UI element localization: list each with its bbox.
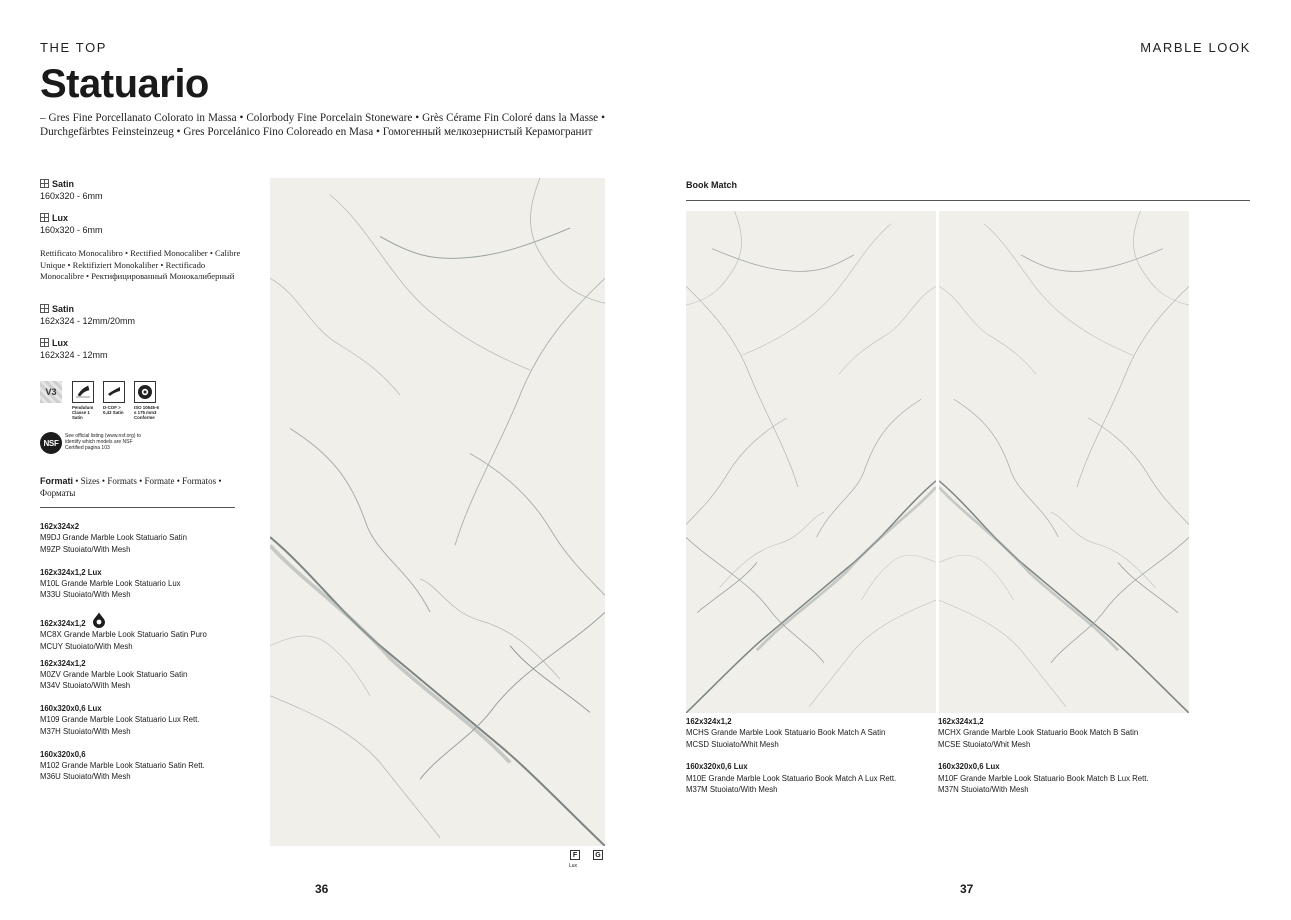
format-line: M9ZP Stuoiato/With Mesh <box>40 544 131 554</box>
format-icon <box>40 213 49 222</box>
format-line: MC8X Grande Marble Look Statuario Satin Puro <box>40 630 207 640</box>
format-line: M37M Stuoiato/With Mesh <box>686 785 778 795</box>
book-match-heading: Book Match <box>686 180 738 190</box>
format-head: 160x320x0,6 Lux <box>686 762 748 772</box>
nsf-logo: NSF <box>40 432 62 454</box>
spec-list-bottom <box>40 303 255 361</box>
cert-label: Pendulum Classe 1 Satin <box>72 405 94 420</box>
format-line: MCHS Grande Marble Look Statuario Book Match A Satin <box>686 728 886 738</box>
spec-item <box>40 178 255 202</box>
book-match-a-image <box>686 211 936 713</box>
format-head: 160x320x0,6 Lux <box>40 704 102 713</box>
page-number-right: 37 <box>960 882 974 896</box>
formats-divider <box>40 507 235 508</box>
abrasion-icon <box>134 381 156 403</box>
spec-finish: Lux <box>52 338 69 348</box>
marble-veins <box>686 211 936 713</box>
format-line: M9DJ Grande Marble Look Statuario Satin <box>40 533 187 543</box>
format-line: M10E Grande Marble Look Statuario Book Match A Lux Rett. <box>686 773 897 783</box>
spec-finish: Satin <box>52 304 75 314</box>
nsf-text: See official listing (www.nsf.org) to identify which models are NSF Certified pagina 103 <box>65 433 142 451</box>
spec-size: 160x320 - 6mm <box>40 225 103 235</box>
rectified-text: Rettificato Monocalibro • Rectified Monocaliber • Calibre Unique • Rektifiziert Monokaliber • Rectificado Monocalibre • Ректифицированный Монокалиберный <box>40 248 241 281</box>
cert-label: D-COF > 0,42 Satin <box>103 405 124 415</box>
spec-size: 162x324 - 12mm/20mm <box>40 316 136 326</box>
spec-item <box>40 212 255 236</box>
format-line: M109 Grande Marble Look Statuario Lux Rett. <box>40 715 200 725</box>
formats-list <box>40 521 260 783</box>
book-match-b-image <box>939 211 1189 713</box>
format-line: MCHX Grande Marble Look Statuario Book Match B Satin <box>938 728 1139 738</box>
book-match-divider <box>686 200 1250 201</box>
format-line: M10F Grande Marble Look Statuario Book Match B Lux Rett. <box>938 773 1149 783</box>
format-entry <box>40 749 260 783</box>
format-head: 162x324x1,2 <box>40 619 86 628</box>
format-line: M36U Stuoiato/With Mesh <box>40 772 131 782</box>
subtitle: – Gres Fine Porcellanato Colorato in Massa • Colorbody Fine Porcelain Stoneware • Grès Cérame Fin Coloré dans la Masse • Durchgefärbtes Feinsteinzeug • Gres Porcelánico Fino Coloreado en Masa • Гомогенный мелкозернистый Керамогранит <box>40 112 605 138</box>
page-number-left: 36 <box>315 882 329 896</box>
format-icon <box>40 179 49 188</box>
format-line: MCSD Stuoiato/Whit Mesh <box>686 739 779 749</box>
format-line: M37N Stuoiato/With Mesh <box>938 785 1029 795</box>
book-match-b-codes <box>938 716 1198 795</box>
format-entry <box>40 703 260 749</box>
water-drop-icon <box>92 612 106 628</box>
format-head: 160x320x0,6 <box>40 749 86 759</box>
format-line: M10L Grande Marble Look Statuario Lux <box>40 578 181 588</box>
format-line: M34V Stuoiato/With Mesh <box>40 681 131 691</box>
format-line: M0ZV Grande Marble Look Statuario Satin <box>40 669 188 679</box>
format-line: M33U Stuoiato/With Mesh <box>40 590 131 600</box>
format-line: M102 Grande Marble Look Statuario Satin Rett. <box>40 760 205 770</box>
format-line: MCUY Stuoiato/With Mesh <box>40 641 133 651</box>
page-title: Statuario <box>40 62 209 106</box>
cert-item <box>103 381 127 415</box>
cert-label: ISO 10545-6 ≤ 175 mm3 Conforme <box>134 405 159 420</box>
format-head: 162x324x1,2 Lux <box>40 567 102 577</box>
format-entry <box>40 658 260 704</box>
face-badge-f: F <box>570 850 580 860</box>
book-match-a-codes <box>686 716 936 795</box>
format-head: 162x324x1,2 <box>40 658 86 668</box>
spec-list-top <box>40 178 255 283</box>
marble-slab-image <box>270 178 605 846</box>
formats-heading <box>40 476 230 499</box>
format-entry <box>686 716 936 750</box>
formats-heading-rest: • Sizes • Formats • Formate • Formatos • Форматы <box>40 476 222 498</box>
left-kicker: THE TOP <box>40 40 108 55</box>
marble-veins <box>270 178 605 846</box>
format-icon <box>40 304 49 313</box>
format-head: 160x320x0,6 Lux <box>938 762 1000 772</box>
spec-finish: Satin <box>52 179 75 189</box>
spec-finish: Lux <box>52 213 69 223</box>
spec-item <box>40 337 255 361</box>
right-kicker: MARBLE LOOK <box>1140 40 1251 55</box>
format-line: MCSE Stuoiato/Whit Mesh <box>938 739 1031 749</box>
spec-item <box>40 303 255 327</box>
spec-size: 160x320 - 6mm <box>40 191 103 201</box>
cert-item <box>134 381 160 420</box>
format-head: 162x324x1,2 <box>686 717 732 726</box>
format-entry <box>40 612 260 658</box>
format-head: 162x324x1,2 <box>938 717 984 726</box>
dcof-icon <box>103 381 125 403</box>
formats-heading-bold: Formati <box>40 476 74 486</box>
face-badge-caption: Lux <box>569 863 578 869</box>
format-entry <box>40 567 260 613</box>
pendulum-icon <box>72 381 94 403</box>
format-entry <box>938 716 1198 750</box>
format-icon <box>40 338 49 347</box>
face-badge-g: G <box>593 850 603 860</box>
marble-veins <box>939 211 1189 713</box>
spec-size: 162x324 - 12mm <box>40 350 108 360</box>
cert-item <box>72 381 96 420</box>
v-rating-badge: V3 <box>40 381 62 403</box>
format-entry <box>40 521 260 567</box>
format-entry <box>686 761 936 795</box>
format-head: 162x324x2 <box>40 522 80 531</box>
format-line: M37H Stuoiato/With Mesh <box>40 726 131 736</box>
format-entry <box>938 761 1198 795</box>
